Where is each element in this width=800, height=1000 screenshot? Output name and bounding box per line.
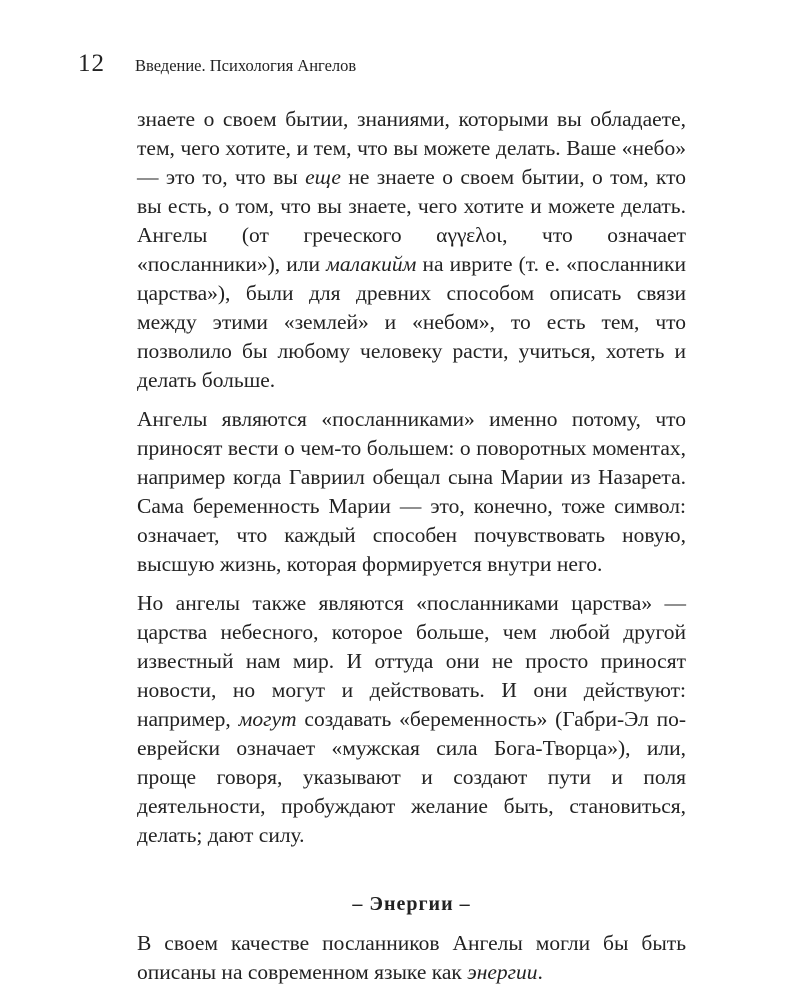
paragraph-1-text-b: не знаете о своем бытии, о том, кто вы есть, о том, что вы знаете, чего хотите и можете делать. Ангелы (от греческого αγγελοι, что означает «посланники»), или <box>137 165 686 276</box>
page-number: 12 <box>78 50 105 77</box>
paragraph-3-text-b: создавать «беременность» (Габри-Эл по-еврейски означает «мужская сила Бога-Творца»), или, проще говоря, указывают и создают пути и поля деятельности, пробуждают желание быть, становиться, делать; дают силу. <box>137 707 686 847</box>
paragraph-1-text-a: знаете о своем бытии, знаниями, которыми вы обладаете, тем, чего хотите, и тем, что вы можете делать. Ваше «небо» — это то, что вы <box>137 107 686 189</box>
page-header <box>78 50 356 78</box>
emphasis-mogut: могут <box>238 707 297 731</box>
emphasis-malakiym: малакийм <box>326 252 417 276</box>
section-heading: – Энергии – <box>352 893 471 915</box>
emphasis-energii: энергии <box>467 960 538 984</box>
section-paragraph-end: . <box>537 960 543 984</box>
section-paragraph-text: В своем качестве посланников Ангелы могли бы быть описаны на современном языке как <box>137 931 686 984</box>
page-body <box>137 105 686 997</box>
emphasis-eshche: еще <box>305 165 341 189</box>
running-title: Введение. Психология Ангелов <box>135 56 357 75</box>
paragraph-2-text: Ангелы являются «посланниками» именно потому, что приносят вести о чем-то большем: о поворотных моментах, например когда Гавриил обещал сына Марии из Назарета. Сама беременность Марии — это, конечно, тоже символ: означает, что каждый способен почувствовать новую, высшую жизнь, которая формируется внутри него. <box>137 407 686 576</box>
paragraph-1-text-c: на иврите (т. е. «посланники царства»), были для древних способом описать связи между этими «землей» и «небом», то есть тем, что позволило бы любому человеку расти, учиться, хотеть и делать больше. <box>137 252 686 392</box>
section-paragraph <box>137 929 686 987</box>
paragraph-1 <box>137 105 686 395</box>
paragraph-3 <box>137 589 686 850</box>
paragraph-2 <box>137 405 686 579</box>
paragraph-3-text-a: Но ангелы также являются «посланниками царства» — царства небесного, которое больше, чем любой другой известный нам мир. И оттуда они не просто приносят новости, но могут и действовать. И они действуют: например, <box>137 591 686 731</box>
